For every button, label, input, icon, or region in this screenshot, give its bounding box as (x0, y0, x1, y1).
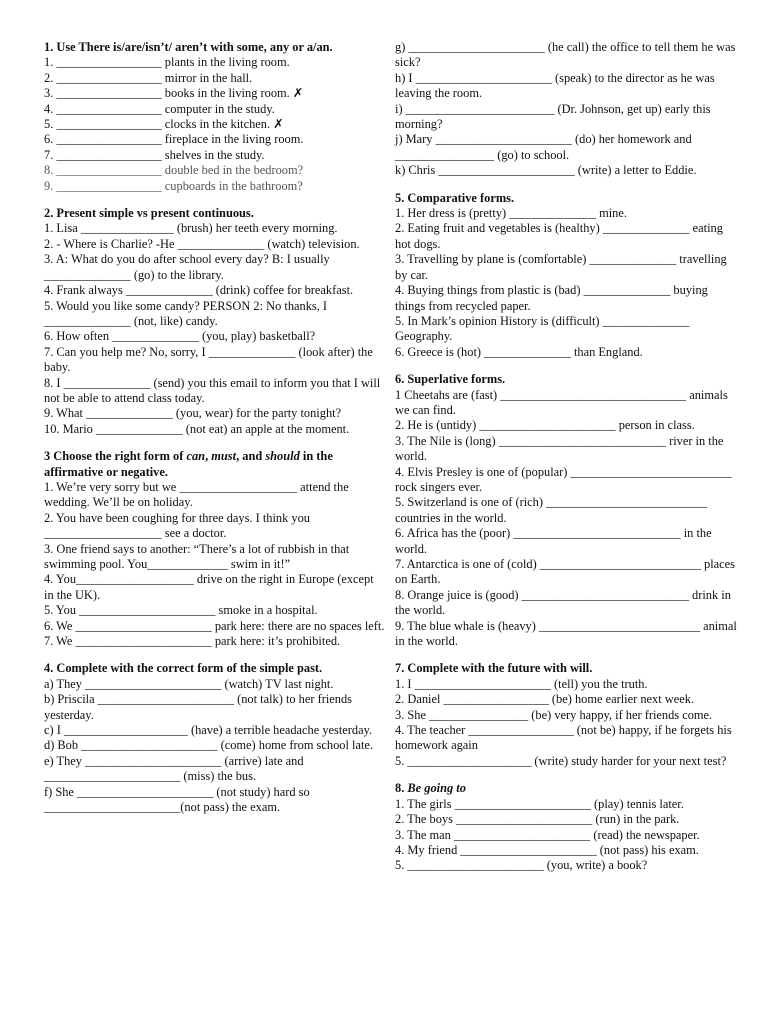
exercise-item: i) ________________________ (Dr. Johnson, get up) early this morning? (395, 101, 711, 132)
exercise-item: 2. _________________ mirror in the hall. (44, 70, 253, 85)
exercise-item: 6. _________________ fireplace in the living room. (44, 132, 304, 147)
exercise-item: 9. _________________ cupboards in the bathroom? (44, 178, 303, 193)
section-title: 2. Present simple vs present continuous. (44, 206, 254, 221)
exercise-item: 4. The teacher _________________ (not be) happy, if he forgets his homework again (395, 723, 732, 753)
section-be-going-to (395, 781, 740, 873)
section-title-can: can (186, 449, 206, 464)
exercise-item: 2. The boys ______________________ (run) in the park. (395, 812, 680, 827)
exercise-item: 7. _________________ shelves in the study. (44, 147, 265, 162)
exercise-item: 2. Daniel _________________ (be) home earlier next week. (395, 692, 695, 707)
section-title-must: must (211, 449, 237, 464)
exercise-item: g) ______________________ (he call) the office to tell them he was sick? (395, 40, 736, 70)
exercise-item: 9. What ______________ (you, wear) for the party tonight? (44, 406, 342, 421)
section-title (395, 781, 740, 796)
exercise-item: 4. You___________________ drive on the right in Europe (except in the UK). (44, 572, 374, 602)
exercise-item: 3. Travelling by plane is (comfortable) ______________ travelling by car. (395, 252, 727, 282)
section-number: 8. (395, 781, 408, 796)
exercise-item: 7. We ______________________ park here: it’s prohibited. (44, 634, 341, 649)
section-there-is-are (44, 40, 386, 194)
exercise-item: 4. _________________ computer in the study. (44, 101, 275, 116)
section-title: 7. Complete with the future with will. (395, 661, 593, 676)
exercise-item: 5. ______________________ (you, write) a book? (395, 858, 648, 873)
exercise-item: 2. You have been coughing for three days. I think you ___________________ see a doctor. (44, 510, 311, 541)
exercise-item: b) Priscila ______________________ (not talk) to her friends yesterday. (44, 692, 352, 722)
exercise-item: 1. We’re very sorry but we ___________________ attend the wedding. We’ll be on holiday. (44, 479, 349, 510)
section-title-text: Be going to (407, 781, 466, 796)
section-title-part: in the affirmative or negative. (44, 449, 333, 479)
exercise-item: 6. Greece is (hot) ______________ than England. (395, 344, 643, 359)
exercise-item: 8. I ______________ (send) you this email to inform you that I will not be able to attend class today. (44, 375, 381, 405)
exercise-item: 2. He is (untidy) ______________________ person in class. (395, 418, 695, 433)
exercise-item: 3. The Nile is (long) ___________________________ river in the world. (395, 433, 724, 464)
exercise-item: 5. Switzerland is one of (rich) __________________________ countries in the world. (395, 495, 708, 525)
exercise-item: 4. Frank always ______________ (drink) coffee for breakfast. (44, 283, 354, 298)
section-comparative (395, 191, 740, 360)
exercise-item: 3. One friend says to another: “There’s a lot of rubbish in that swimming pool. You_____________ swim in it!” (44, 541, 350, 571)
exercise-item: 3. The man ______________________ (read) the newspaper. (395, 827, 700, 842)
exercise-item: 6. Africa has the (poor) ___________________________ in the world. (395, 526, 712, 556)
exercise-item: a) They ______________________ (watch) TV last night. (44, 676, 334, 691)
section-title: 4. Complete with the correct form of the simple past. (44, 661, 323, 676)
exercise-item: 1. Her dress is (pretty) ______________ mine. (395, 206, 627, 221)
exercise-item: d) Bob ______________________ (come) home from school late. (44, 738, 373, 753)
exercise-item: 7. Can you help me? No, sorry, I ______________ (look after) the baby. (44, 344, 373, 375)
exercise-item: j) Mary ______________________ (do) her homework and ________________ (go) to school. (395, 132, 692, 162)
exercise-item: 1 Cheetahs are (fast) ______________________________ animals we can find. (395, 387, 728, 417)
section-future-will (395, 661, 740, 769)
section-title-part: 3 Choose the right form of (44, 449, 187, 464)
exercise-item: 7. Antarctica is one of (cold) __________________________ places on Earth. (395, 557, 735, 587)
exercise-item: 1. Lisa _______________ (brush) her teeth every morning. (44, 221, 338, 236)
right-column (395, 40, 740, 886)
exercise-item: 3. She ________________ (be) very happy, if her friends come. (395, 707, 713, 722)
section-title: 6. Superlative forms. (395, 372, 506, 387)
exercise-item: k) Chris ______________________ (write) a letter to Eddie. (395, 163, 697, 178)
exercise-item: 5. ____________________ (write) study harder for your next test? (395, 753, 727, 768)
exercise-item: 4. Elvis Presley is one of (popular) __________________________ rock singers ever. (395, 464, 732, 494)
exercise-item: 1. The girls ______________________ (play) tennis later. (395, 796, 684, 811)
exercise-item: 5. Would you like some candy? PERSON 2: No thanks, I ______________ (not, like) candy. (44, 298, 328, 328)
section-title: 5. Comparative forms. (395, 190, 515, 205)
exercise-item: 8. Orange juice is (good) ___________________________ drink in the world. (395, 587, 731, 618)
exercise-item: 2. - Where is Charlie? -He ______________ (watch) television. (44, 236, 360, 251)
exercise-item: 3. _________________ books in the living room. ✗ (44, 86, 304, 101)
section-title-should: should (265, 449, 300, 464)
section-modals (44, 449, 386, 649)
section-title-part: , and (236, 449, 266, 464)
exercise-item: 10. Mario ______________ (not eat) an apple at the moment. (44, 421, 350, 436)
exercise-item: 6. How often ______________ (you, play) basketball? (44, 329, 316, 344)
exercise-item: 3. A: What do you do after school every day? B: I usually ______________ (go) to the library. (44, 252, 330, 282)
exercise-item: 5. You ______________________ smoke in a hospital. (44, 603, 318, 618)
exercise-item: 8. _________________ double bed in the bedroom? (44, 163, 304, 178)
left-column (44, 40, 386, 828)
exercise-item: f) She ______________________ (not study) hard so ______________________(not pass) the exam. (44, 784, 310, 815)
section-simple-past (44, 661, 386, 815)
exercise-item: 1. I ______________________ (tell) you the truth. (395, 676, 648, 691)
exercise-item: 1. _________________ plants in the living room. (44, 55, 290, 70)
section-title-part: , (205, 449, 212, 464)
section-present-simple-continuous (44, 206, 386, 437)
exercise-item: 5. In Mark’s opinion History is (difficult) ______________ Geography. (395, 313, 690, 344)
exercise-item: c) I ____________________ (have) a terrible headache yesterday. (44, 723, 373, 738)
section-simple-past-continued (395, 40, 740, 179)
exercise-item: 4. My friend ______________________ (not pass) his exam. (395, 842, 699, 857)
exercise-item: 9. The blue whale is (heavy) __________________________ animal in the world. (395, 618, 737, 649)
exercise-item: h) I ______________________ (speak) to the director as he was leaving the room. (395, 70, 715, 101)
exercise-item: e) They ______________________ (arrive) late and ______________________ (miss) the bus. (44, 753, 304, 784)
exercise-item: 5. _________________ clocks in the kitchen. ✗ (44, 117, 284, 132)
exercise-item: 4. Buying things from plastic is (bad) ______________ buying things from recycled paper. (395, 283, 708, 313)
exercise-item: 2. Eating fruit and vegetables is (healthy) ______________ eating hot dogs. (395, 221, 723, 251)
section-superlative (395, 372, 740, 649)
exercise-item: 6. We ______________________ park here: there are no spaces left. (44, 618, 385, 633)
section-title: 1. Use There is/are/isn’t/ aren’t with some, any or a/an. (44, 40, 333, 54)
section-title (44, 449, 386, 480)
